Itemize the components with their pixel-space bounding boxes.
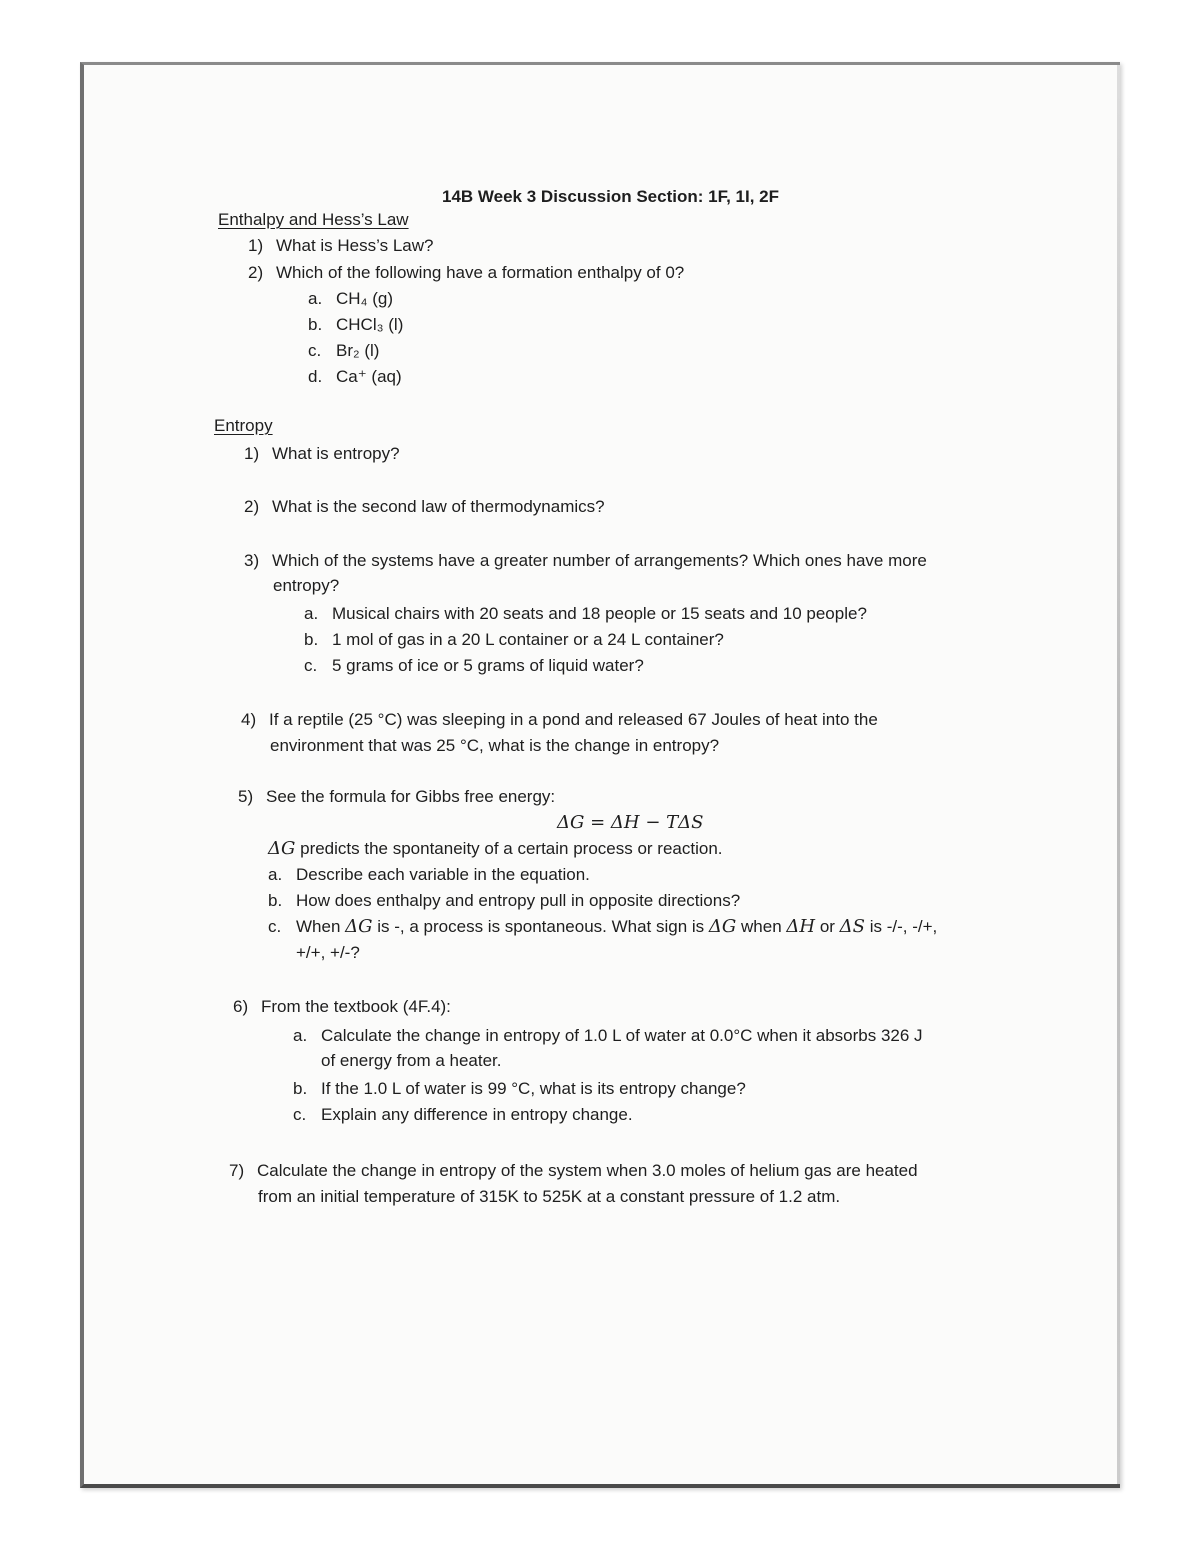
option-letter: c. xyxy=(304,656,318,675)
entropy-q3-option-c xyxy=(304,655,644,677)
question-text: From the textbook (4F.4): xyxy=(261,997,451,1016)
section-heading-enthalpy: Enthalpy and Hess’s Law xyxy=(218,210,409,229)
question-number: 6) xyxy=(233,997,249,1016)
entropy-q5-option-b xyxy=(268,890,740,912)
option-letter: b. xyxy=(304,630,319,649)
question-text: What is the second law of thermodynamics? xyxy=(272,497,605,516)
enthalpy-q2-option-b xyxy=(308,314,403,336)
question-text: Which of the systems have a greater number of arrangements? Which ones have more xyxy=(272,551,927,570)
question-text: What is Hess’s Law? xyxy=(276,236,434,255)
prediction-text: predicts the spontaneity of a certain process or reaction. xyxy=(295,839,723,858)
enthalpy-question-1 xyxy=(248,235,433,257)
entropy-question-1 xyxy=(244,443,400,465)
option-letter: b. xyxy=(268,891,283,910)
question-number: 7) xyxy=(229,1161,245,1180)
option-text: 5 grams of ice or 5 grams of liquid water? xyxy=(332,656,644,675)
enthalpy-q2-option-d xyxy=(308,366,402,388)
option-text: 1 mol of gas in a 20 L container or a 24 L container? xyxy=(332,630,724,649)
option-letter: c. xyxy=(293,1105,307,1124)
option-text: Musical chairs with 20 seats and 18 people or 15 seats and 10 people? xyxy=(332,604,867,623)
delta-h-symbol: ΔH xyxy=(786,916,816,937)
paper-edge xyxy=(1117,65,1120,1484)
option-letter: b. xyxy=(308,315,323,334)
entropy-q5-option-c-continued: +/+, +/-? xyxy=(296,943,360,962)
option-text: Explain any difference in entropy change. xyxy=(321,1105,633,1124)
option-letter: b. xyxy=(293,1079,308,1098)
entropy-q3-option-b xyxy=(304,629,724,651)
option-letter: a. xyxy=(268,865,283,884)
enthalpy-q2-option-a xyxy=(308,288,393,310)
question-number: 1) xyxy=(244,444,260,463)
entropy-question-3 xyxy=(244,550,927,572)
entropy-q5-option-a xyxy=(268,864,590,886)
question-text: If a reptile (25 °C) was sleeping in a pond and released 67 Joules of heat into the xyxy=(269,710,878,729)
entropy-question-7 xyxy=(229,1160,918,1182)
question-number: 1) xyxy=(248,236,264,255)
option-text: Ca⁺ (aq) xyxy=(336,367,402,386)
option-letter: a. xyxy=(304,604,319,623)
entropy-question-4-continued: environment that was 25 °C, what is the change in entropy? xyxy=(270,736,720,755)
option-text: Calculate the change in entropy of 1.0 L of water at 0.0°C when it absorbs 326 J xyxy=(321,1026,923,1045)
entropy-question-6 xyxy=(233,996,451,1018)
entropy-q6-option-a-continued: of energy from a heater. xyxy=(321,1051,502,1070)
option-letter: c. xyxy=(268,917,282,936)
option-letter: d. xyxy=(308,367,323,386)
question-text: What is entropy? xyxy=(272,444,400,463)
page-title: 14B Week 3 Discussion Section: 1F, 1I, 2F xyxy=(442,187,779,206)
option-letter: a. xyxy=(308,289,323,308)
question-number: 3) xyxy=(244,551,260,570)
question-text: See the formula for Gibbs free energy: xyxy=(266,787,556,806)
question-number: 4) xyxy=(241,710,257,729)
gibbs-prediction-line xyxy=(268,838,723,860)
gibbs-formula: ΔG = ΔH − TΔS xyxy=(557,812,704,833)
entropy-q6-option-c xyxy=(293,1104,633,1126)
entropy-q6-option-b xyxy=(293,1078,746,1100)
section-heading-entropy: Entropy xyxy=(214,416,273,435)
entropy-question-4 xyxy=(241,709,878,731)
entropy-question-2 xyxy=(244,496,605,518)
option-text: Describe each variable in the equation. xyxy=(296,865,590,884)
option-text-part: or xyxy=(815,917,840,936)
option-letter: a. xyxy=(293,1026,308,1045)
question-text: Calculate the change in entropy of the system when 3.0 moles of helium gas are heated xyxy=(257,1161,918,1180)
enthalpy-q2-option-c xyxy=(308,340,379,362)
question-number: 2) xyxy=(248,263,264,282)
entropy-question-5 xyxy=(238,786,555,808)
delta-g-symbol: ΔG xyxy=(268,838,296,859)
option-text-part: is -/-, -/+, xyxy=(865,917,938,936)
enthalpy-question-2 xyxy=(248,262,684,284)
entropy-q6-option-a xyxy=(293,1025,923,1047)
question-text: Which of the following have a formation enthalpy of 0? xyxy=(276,263,685,282)
option-text: Br₂ (l) xyxy=(336,341,380,360)
option-text: CHCl₃ (l) xyxy=(336,315,404,334)
option-text-part: When xyxy=(296,917,346,936)
entropy-q5-option-c xyxy=(268,916,937,938)
entropy-question-7-continued: from an initial temperature of 315K to 525K at a constant pressure of 1.2 atm. xyxy=(258,1187,841,1206)
delta-g-symbol: ΔG xyxy=(345,916,373,937)
option-text: CH₄ (g) xyxy=(336,289,393,308)
entropy-q3-option-a xyxy=(304,603,867,625)
option-text-part: when xyxy=(736,917,787,936)
question-number: 5) xyxy=(238,787,254,806)
option-text: How does enthalpy and entropy pull in opposite directions? xyxy=(296,891,741,910)
option-text: If the 1.0 L of water is 99 °C, what is its entropy change? xyxy=(321,1079,746,1098)
entropy-question-3-continued: entropy? xyxy=(273,576,340,595)
delta-s-symbol: ΔS xyxy=(839,916,865,937)
option-letter: c. xyxy=(308,341,322,360)
option-text-part: is -, a process is spontaneous. What sign is xyxy=(372,917,709,936)
question-number: 2) xyxy=(244,497,260,516)
delta-g-symbol: ΔG xyxy=(708,916,737,937)
